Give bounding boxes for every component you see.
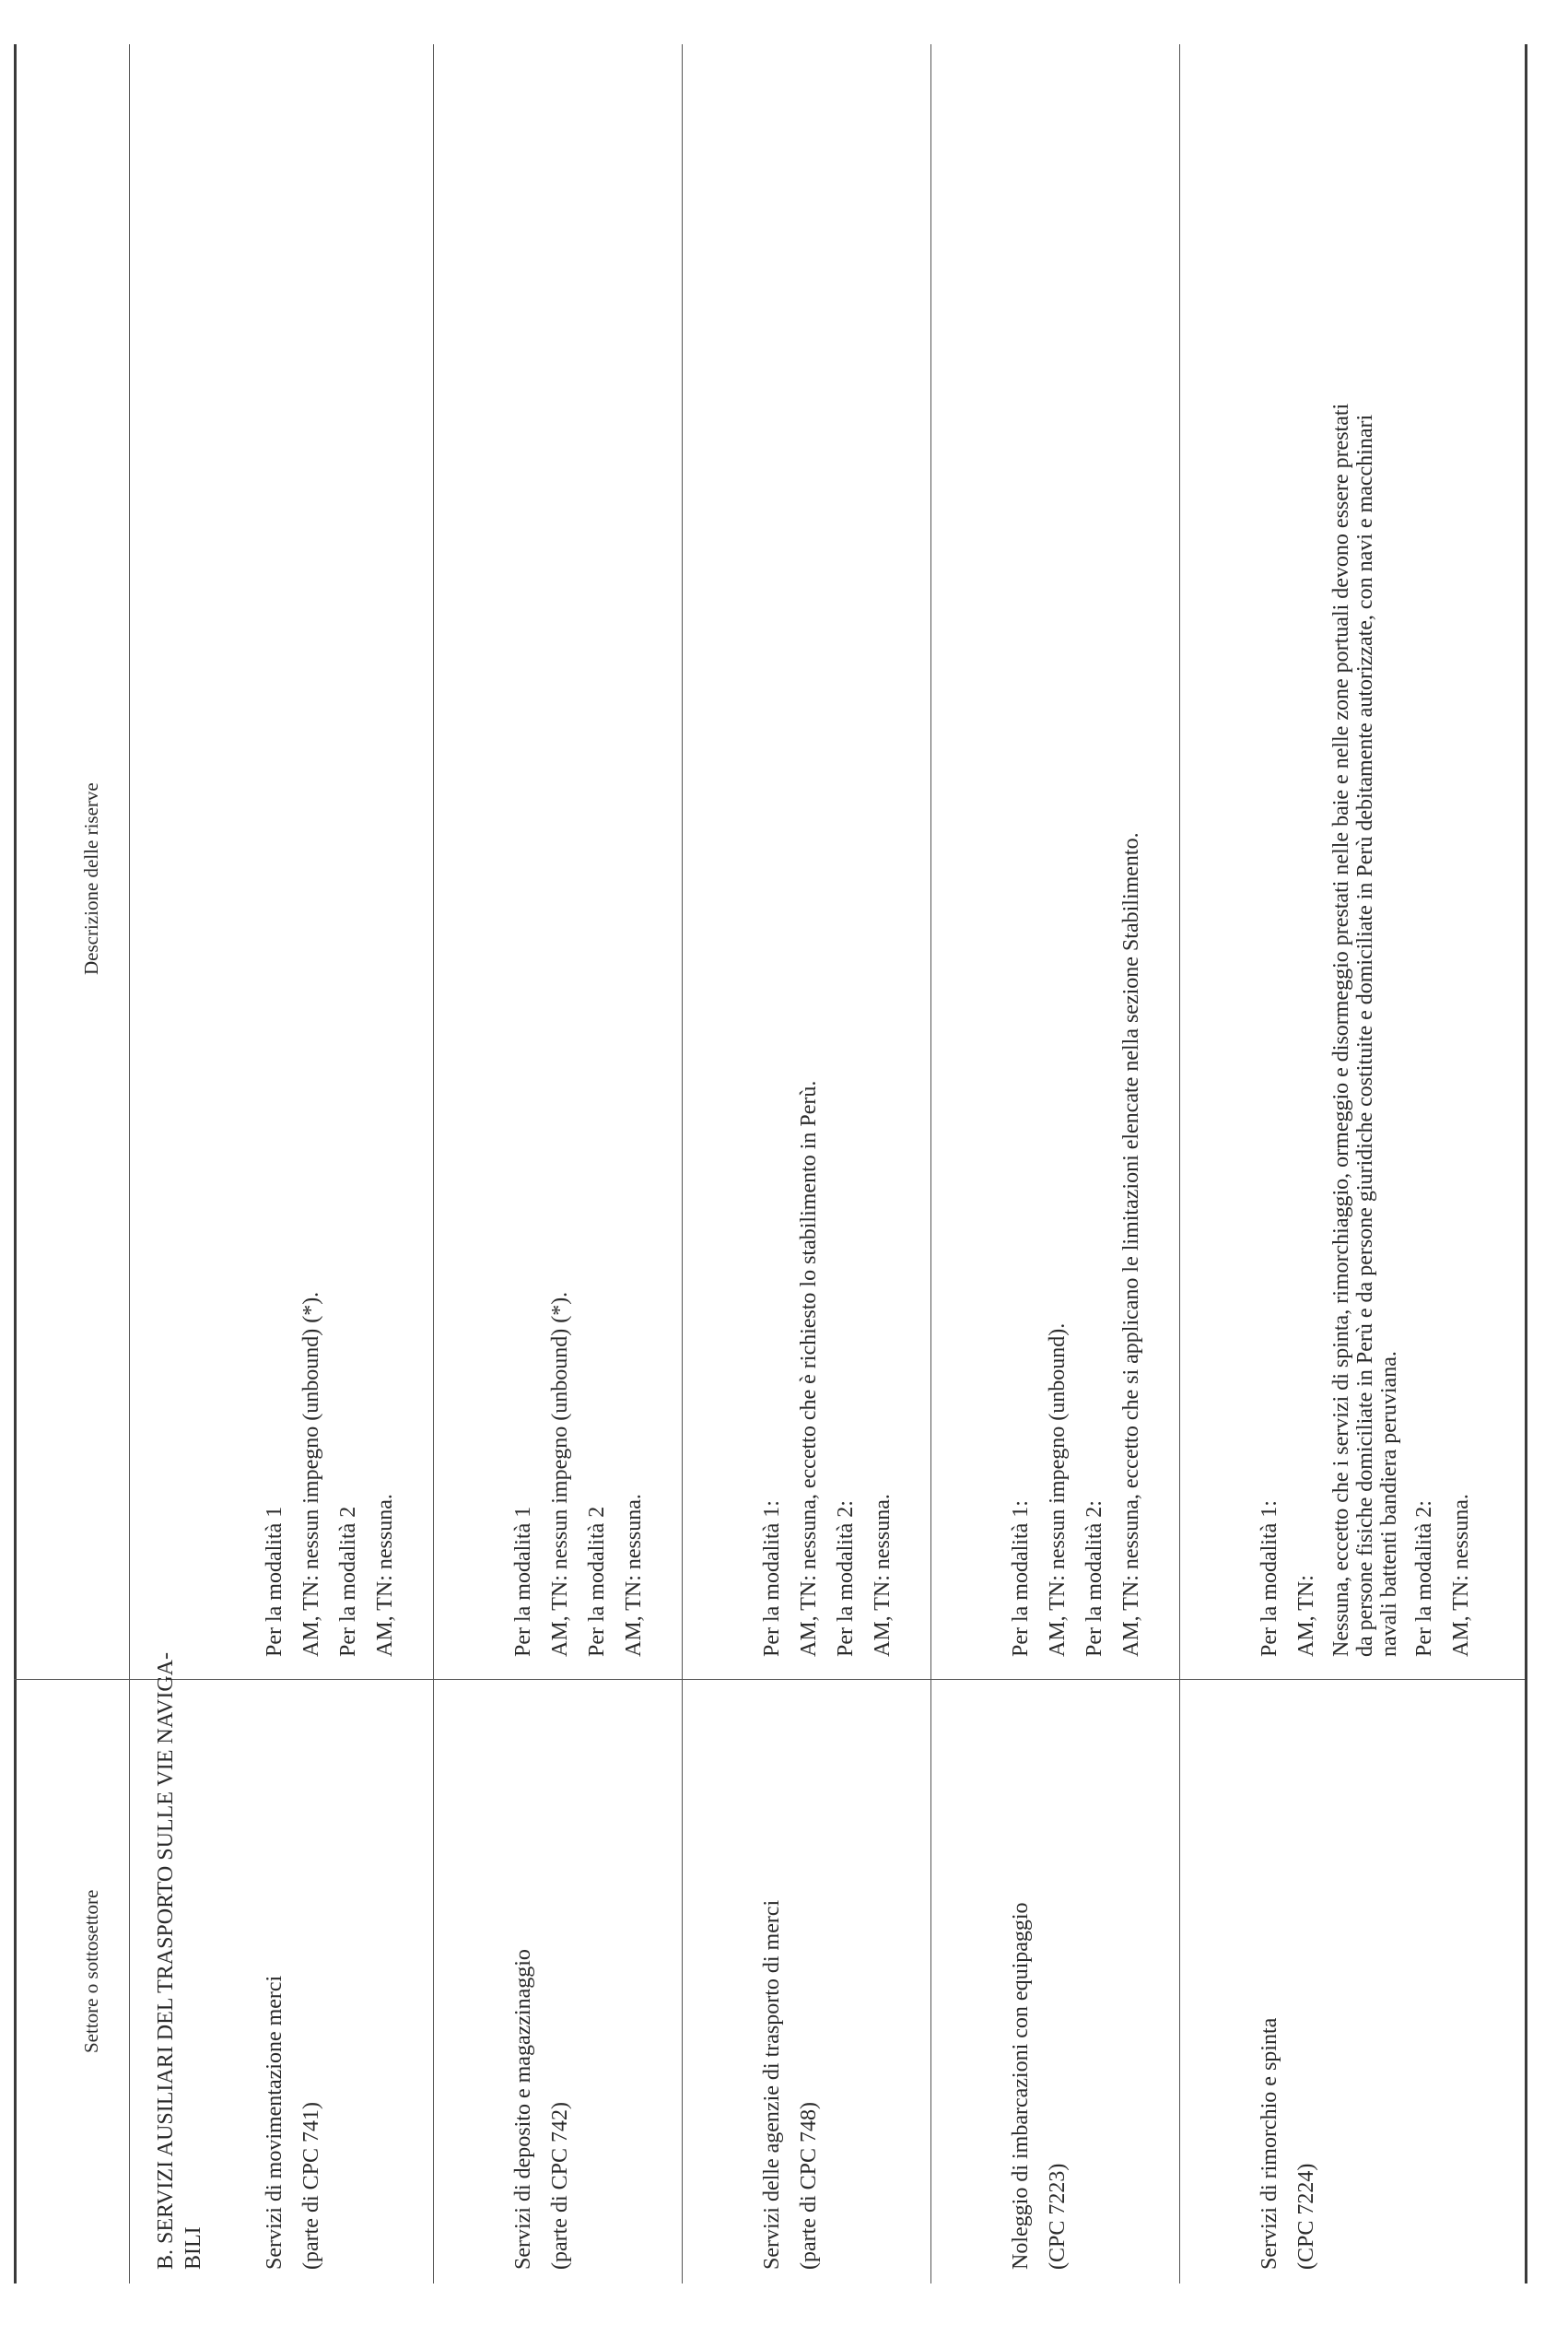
row-rule xyxy=(930,44,931,2283)
description-line: Per la modalità 1: xyxy=(1258,1500,1281,1657)
sector-cpc: (parte di CPC 748) xyxy=(797,2102,821,2270)
sector-cpc: (CPC 7224) xyxy=(1294,2163,1318,2270)
row-rule xyxy=(433,44,434,2283)
sector-name: Servizi delle agenzie di trasporto di merci xyxy=(760,1899,784,2270)
sector-cell xyxy=(261,1976,325,2270)
section-title-line: BILI xyxy=(181,2226,205,2270)
row-rule xyxy=(1179,44,1180,2283)
description-line: Per la modalità 2 xyxy=(585,1506,609,1657)
description-cell xyxy=(758,1081,896,1657)
description-line: Per la modalità 2: xyxy=(1082,1500,1106,1657)
description-line: Per la modalità 2 xyxy=(336,1506,360,1657)
description-cell xyxy=(509,1292,648,1657)
description-line: AM, TN: nessuna. xyxy=(871,1494,895,1657)
sector-cell xyxy=(1007,1902,1071,2270)
sector-name: Servizi di rimorchio e spinta xyxy=(1258,2017,1281,2270)
sector-cell xyxy=(1256,2018,1320,2270)
sector-cpc: (CPC 7223) xyxy=(1046,2163,1070,2270)
description-paragraph-line: Nessuna, eccetto che i servizi di spinta, rimorchiaggio, ormeggio e disormeggio prestati nelle baie e nelle zone portuali devono essere prestati xyxy=(1329,403,1353,1657)
sector-name: Noleggio di imbarcazioni con equipaggio xyxy=(1009,1902,1033,2270)
sector-cpc: (parte di CPC 741) xyxy=(299,2102,323,2270)
description-line: Per la modalità 1: xyxy=(1009,1500,1033,1657)
table-bottom-rule xyxy=(1525,44,1527,2283)
description-line: AM, TN: nessun impegno (unbound). xyxy=(1046,1322,1070,1657)
description-line: AM, TN: nessuna. xyxy=(622,1494,646,1657)
description-line: Per la modalità 2: xyxy=(1412,1500,1436,1657)
description-paragraph xyxy=(1329,404,1401,1657)
sector-cell xyxy=(758,1900,823,2270)
description-line: Per la modalità 1 xyxy=(511,1506,535,1657)
description-line: AM, TN: nessuna, eccetto che è richiesto lo stabilimento in Perù. xyxy=(797,1080,821,1657)
column-header-sector: Settore o sottosettore xyxy=(80,1889,102,2053)
table-top-rule xyxy=(14,44,17,2283)
row-rule xyxy=(682,44,683,2283)
description-line: Per la modalità 2: xyxy=(834,1500,858,1657)
sector-cpc: (parte di CPC 742) xyxy=(548,2102,572,2270)
description-line: Per la modalità 1 xyxy=(263,1506,287,1657)
sector-cell xyxy=(509,1949,574,2270)
description-cell xyxy=(261,1292,399,1657)
column-divider xyxy=(14,1679,1525,1680)
description-paragraph-line: navali battenti bandiera peruviana. xyxy=(1377,1351,1401,1657)
section-title-line: B. SERVIZI AUSILIARI DEL TRASPORTO SULLE VIE NAVIGA- xyxy=(154,1652,178,2270)
section-title xyxy=(152,1652,207,2270)
sector-name: Servizi di deposito e magazzinaggio xyxy=(511,1949,535,2270)
reservations-table xyxy=(14,44,1566,2283)
description-line: AM, TN: nessuna. xyxy=(373,1494,397,1657)
description-line: AM, TN: nessuna, eccetto che si applicano le limitazioni elencate nella sezione Stabilimento. xyxy=(1119,832,1143,1657)
description-cell xyxy=(1007,832,1145,1657)
description-line: AM, TN: nessun impegno (unbound) (*). xyxy=(299,1291,323,1657)
sector-name: Servizi di movimentazione merci xyxy=(263,1975,287,2270)
description-line: AM, TN: xyxy=(1294,1575,1318,1657)
description-cell xyxy=(1256,404,1475,1657)
description-paragraph-line: da persone fisiche domiciliate in Perù e da persone giuridiche costituite e domiciliate in Perù debitamente autorizzate, con navi e macchinari xyxy=(1353,414,1377,1657)
description-line: Per la modalità 1: xyxy=(760,1500,784,1657)
column-header-description: Descrizione delle riserve xyxy=(80,782,102,975)
header-rule xyxy=(129,44,130,2283)
description-line: AM, TN: nessun impegno (unbound) (*). xyxy=(548,1291,572,1657)
description-line: AM, TN: nessuna. xyxy=(1449,1494,1473,1657)
